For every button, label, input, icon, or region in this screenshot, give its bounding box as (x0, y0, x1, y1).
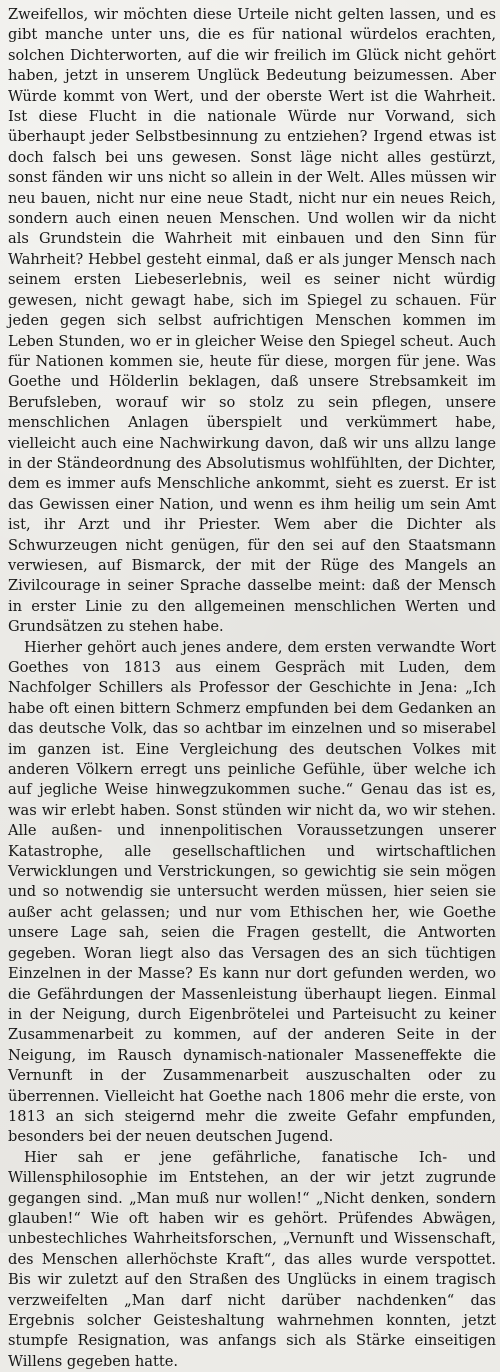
paragraph-1: Zweifellos, wir möchten diese Urteile nicht gelten lassen, und es gibt manche unter uns, die es für national würdelos erachten, solchen Dichterworten, auf die wir freilich im Glück nicht gehört haben, jetzt in unserem Unglück Bedeutung beizumessen. Aber Würde kommt von Wert, und der oberste Wert ist die Wahrheit. Ist diese Flucht in die nationale Würde nur Vorwand, sich überhaupt jeder Selbstbesinnung zu entziehen? Irgend etwas ist doch falsch bei uns gewesen. Sonst läge nicht alles gestürzt, sonst fänden wir uns nicht so allein in der Welt. Alles müssen wir neu bauen, nicht nur eine neue Stadt, nicht nur ein neues Reich, sondern auch einen neuen Menschen. Und wollen wir da nicht als Grundstein die Wahrheit mit einbauen und den Sinn für Wahrheit? Hebbel gesteht einmal, daß er als junger Mensch nach seinem ersten Liebeserlebnis, weil es seiner nicht würdig gewesen, nicht gewagt habe, sich im Spiegel zu schauen. Für jeden gegen sich selbst aufrichtigen Menschen kommen im Leben Stunden, wo er in gleicher Weise den Spiegel scheut. Auch für Nationen kommen sie, heute für diese, morgen für jene. Was Goethe und Hölderlin beklagen, daß unsere Strebsamkeit im Berufsleben, worauf wir so stolz zu sein pflegen, unsere menschlichen Anlagen überspielt und verkümmert habe, vielleicht auch eine Nachwirkung davon, daß wir uns allzu lange in der Ständeordnung des Absolutismus wohlfühlten, der Dichter, dem es immer aufs Menschliche ankommt, sieht es zuerst. Er ist das Gewissen einer Nation, und wenn es ihm heilig um sein Amt ist, ihr Arzt und ihr Priester. Wem aber die Dichter als Schwurzeugen nicht genügen, für den sei auf den Staatsmann verwiesen, auf Bismarck, der mit der Rüge des Mangels an Zivilcourage in seiner Sprache dasselbe meint: daß der Mensch in erster Linie zu den allgemeinen menschlichen Werten und Grundsätzen zu stehen habe. (8, 6, 496, 636)
paragraph-2: Hierher gehört auch jenes andere, dem ersten verwandte Wort Goethes von 1813 aus einem Gespräch mit Luden, dem Nachfolger Schillers als Professor der Geschichte in Jena: „Ich habe oft einen bittern Schmerz empfunden bei dem Gedanken an das deutsche Volk, das so achtbar im einzelnen und so miserabel im ganzen ist. Eine Vergleichung des deutschen Volkes mit anderen Völkern erregt uns peinliche Gefühle, über welche ich auf jegliche Weise hinwegzukommen suche.“ Genau das ist es, was wir erlebt haben. Sonst stünden wir nicht da, wo wir stehen. Alle außen- und innenpolitischen Voraussetzungen unserer Katastrophe, alle gesellschaftlichen und wirtschaftlichen Verwicklungen und Verstrickungen, so gewichtig sie sein mögen und so notwendig sie untersucht werden müssen, hier seien sie außer acht gelassen; und nur vom Ethischen her, wie Goethe unsere Lage sah, seien die Fragen gestellt, die Antworten gegeben. Woran liegt also das Versagen des an sich tüchtigen Einzelnen in der Masse? Es kann nur dort gefunden werden, wo die Gefährdungen der Massenleistung überhaupt liegen. Einmal in der Neigung, durch Eigenbrötelei und Parteisucht zu keiner Zusammenarbeit zu kommen, auf der anderen Seite in der Neigung, im Rausch dynamisch-nationaler Masseneffekte die Vernunft in der Zusammenarbeit auszuschalten oder zu überrennen. Vielleicht hat Goethe nach 1806 mehr die erste, von 1813 an sich steigernd mehr die zweite Gefahr empfunden, besonders bei der neuen deutschen Jugend. (8, 638, 496, 1146)
article-column (8, 5, 496, 1372)
paragraph-3: Hier sah er jene gefährliche, fanatische Ich- und Willensphilosophie im Entstehen, an der wir jetzt zugrunde gegangen sind. „Man muß nur wollen!“ „Nicht denken, sondern glauben!“ Wie oft haben wir es gehört. Prüfendes Abwägen, unbestechliches Wahrheitsforschen, „Vernunft und Wissenschaft, des Menschen allerhöchste Kraft“, das alles wurde verspottet. Bis wir zuletzt auf den Straßen des Unglücks in einem tragisch verzweifelten „Man darf nicht darüber nachdenken“ das Ergebnis solcher Geisteshaltung wahrnehmen konnten, jetzt stumpfe Resignation, was anfangs sich als Stärke einseitigen Willens gegeben hatte. (8, 1148, 496, 1370)
